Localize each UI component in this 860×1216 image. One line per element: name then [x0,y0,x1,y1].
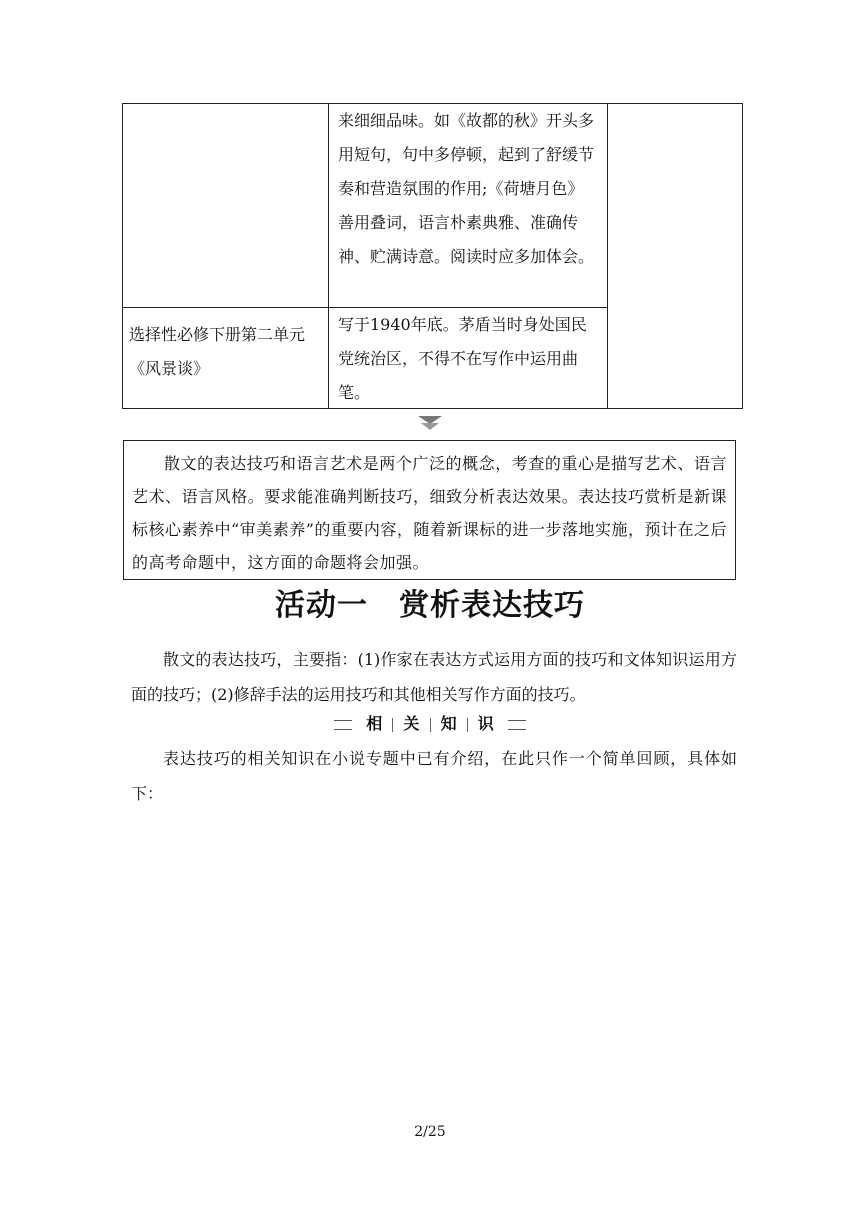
paragraph-review: 表达技巧的相关知识在小说专题中已有介绍，在此只作一个简单回顾，具体如下： [131,749,737,803]
knowledge-char: 识 [477,714,494,733]
separator [392,718,393,732]
table-row [123,104,743,308]
separator [467,718,468,732]
knowledge-char: 相 [366,714,383,733]
cell-description-text: 来细细品味。如《故都的秋》开头多用短句，句中多停顿，起到了舒缓节奏和营造氛围的作用;《荷塘月色》善用叠词，语言朴素典雅、准确传神、贮满诗意。阅读时应多加体会。 [338,111,595,266]
separator [430,718,431,732]
page-number: 2/25 [414,1124,446,1140]
knowledge-char: 知 [440,714,457,733]
right-decoration [508,720,526,730]
knowledge-char: 关 [403,714,420,733]
paragraph-techniques: 散文的表达技巧，主要指：(1)作家在表达方式运用方面的技巧和文体知识运用方面的技巧；(2)修辞手法的运用技巧和其他相关写作方面的技巧。 [131,650,737,704]
section-title: 活动一 赏析表达技巧 [275,588,585,623]
table-cell-description [329,104,608,308]
chevron-down-icon [417,414,443,432]
cell-background-text: 写于1940年底。茅盾当时身处国民党统治区，不得不在写作中运用曲笔。 [338,315,587,402]
intro-box [123,440,736,580]
table-cell-source [123,308,329,409]
table-cell-empty-right [608,104,743,409]
intro-text: 散文的表达技巧和语言艺术是两个广泛的概念，考查的重心是描写艺术、语言艺术、语言风格。要求能准确判断技巧，细致分析表达效果。表达技巧赏析是新课标核心素养中“审美素养”的重要内容，随着新课标的进一步落地实施，预计在之后的高考命题中，这方面的命题将会加强。 [132,454,727,572]
info-table [122,103,743,409]
knowledge-header [0,712,860,736]
table-cell-empty [123,104,329,308]
left-decoration [334,720,352,730]
table-cell-background [329,308,608,409]
cell-source-text: 选择性必修下册第二单元《风景谈》 [129,325,306,378]
